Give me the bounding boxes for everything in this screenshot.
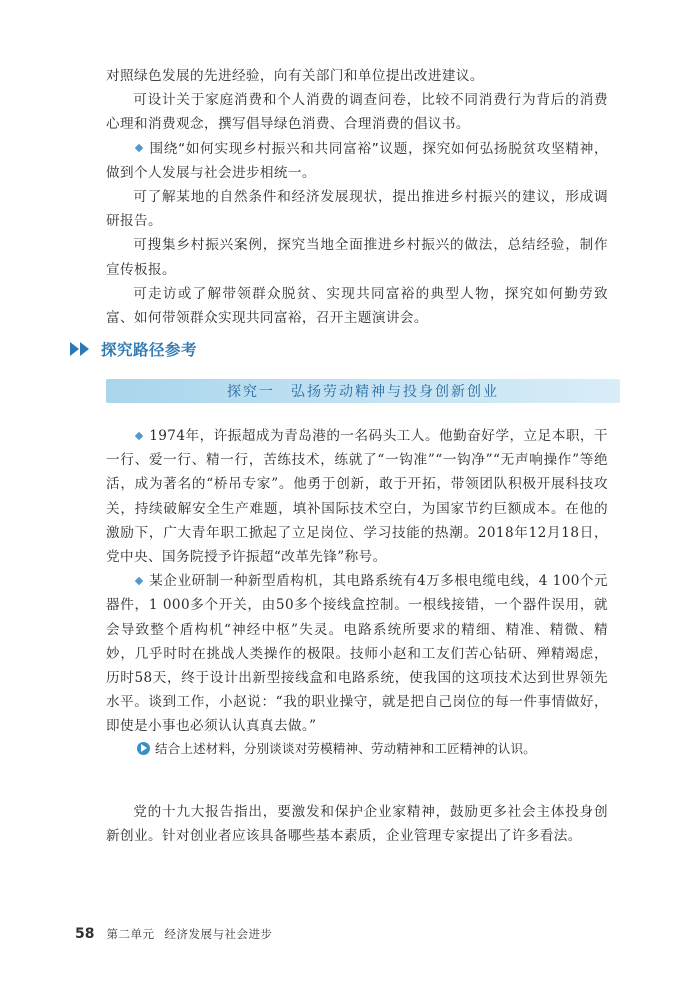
- section-heading: [70, 338, 197, 360]
- diamond-bullet-icon: [135, 431, 143, 439]
- closing-paragraph: 党的十九大报告指出，要激发和保护企业家精神，鼓励更多社会主体投身创新创业。针对创业者应该具备哪些基本素质，企业管理专家提出了许多看法。: [106, 804, 608, 845]
- double-arrow-icon: [70, 342, 92, 356]
- page-number: 58: [75, 926, 95, 942]
- case-text-block: [106, 424, 608, 739]
- paragraph-2: 可设计关于家庭消费和个人消费的调查问卷，比较不同消费行为背后的消费心理和消费观念，撰写倡导绿色消费、合理消费的倡议书。: [106, 92, 608, 133]
- paragraph-4: 可了解某地的自然条件和经济发展现状，提出推进乡村振兴的建议，形成调研报告。: [106, 189, 608, 230]
- unit-label: 第二单元: [106, 927, 155, 941]
- play-circle-icon: [137, 742, 150, 755]
- page-footer: [75, 926, 272, 942]
- activity-note-text: 结合上述材料，分别谈谈对劳模精神、劳动精神和工匠精神的认识。: [155, 741, 537, 756]
- topic-banner: [106, 379, 620, 403]
- diamond-bullet-icon: [135, 144, 143, 152]
- unit-title: 经济发展与社会进步: [164, 927, 273, 941]
- activity-note: [137, 739, 536, 757]
- section-heading-label: 探究路径参考: [101, 341, 198, 359]
- closing-text-block: [106, 800, 608, 848]
- case-paragraph-2: 某企业研制一种新型盾构机，其电路系统有4万多根电缆电线，4 100个元器件，1 000多个开关，由50多个接线盒控制。一根线接错，一个器件误用，就会导致整个盾构机“神经中枢”失灵。电路系统所要求的精细、精准、精微、精妙，几乎时时在挑战人类操作的极限。技师小赵和工友们苦心钻研、殚精竭虑，历时58天，终于设计出新型接线盒和电路系统，使我国的这项技术达到世界领先水平。谈到工作，小赵说：“我的职业操守，就是把自己岗位的每一件事情做好，即使是小事也必须认认真真去做。”: [106, 573, 608, 735]
- diamond-bullet-icon: [135, 576, 143, 584]
- paragraph-6: 可走访或了解带领群众脱贫、实现共同富裕的典型人物，探究如何勤劳致富、如何带领群众实现共同富裕，召开主题演讲会。: [106, 285, 608, 327]
- case-paragraph-1: 1974年，许振超成为青岛港的一名码头工人。他勤奋好学，立足本职，干一行、爱一行、精一行，苦练技术，练就了“一钩准”“一钩净”“无声响操作”等绝活，成为著名的“桥吊专家”。他勇于创新，敢于开拓，带领团队积极开展科技攻关，持续破解安全生产难题，填补国际技术空白，为国家节约巨额成本。在他的激励下，广大青年职工掀起了立足岗位、学习技能的热潮。2018年12月18日，党中央、国务院授予许振超“改革先锋”称号。: [106, 428, 608, 566]
- intro-text-block: [106, 64, 608, 330]
- topic-banner-label: 探究一 弘扬劳动精神与投身创新创业: [227, 384, 499, 400]
- paragraph-1: 对照绿色发展的先进经验，向有关部门和单位提出改进建议。: [106, 68, 484, 84]
- paragraph-5: 可搜集乡村振兴案例，探究当地全面推进乡村振兴的做法，总结经验，制作宣传板报。: [106, 237, 608, 278]
- paragraph-3: 围绕“如何实现乡村振兴和共同富裕”议题，探究如何弘扬脱贫攻坚精神，做到个人发展与社会进步相统一。: [106, 140, 608, 181]
